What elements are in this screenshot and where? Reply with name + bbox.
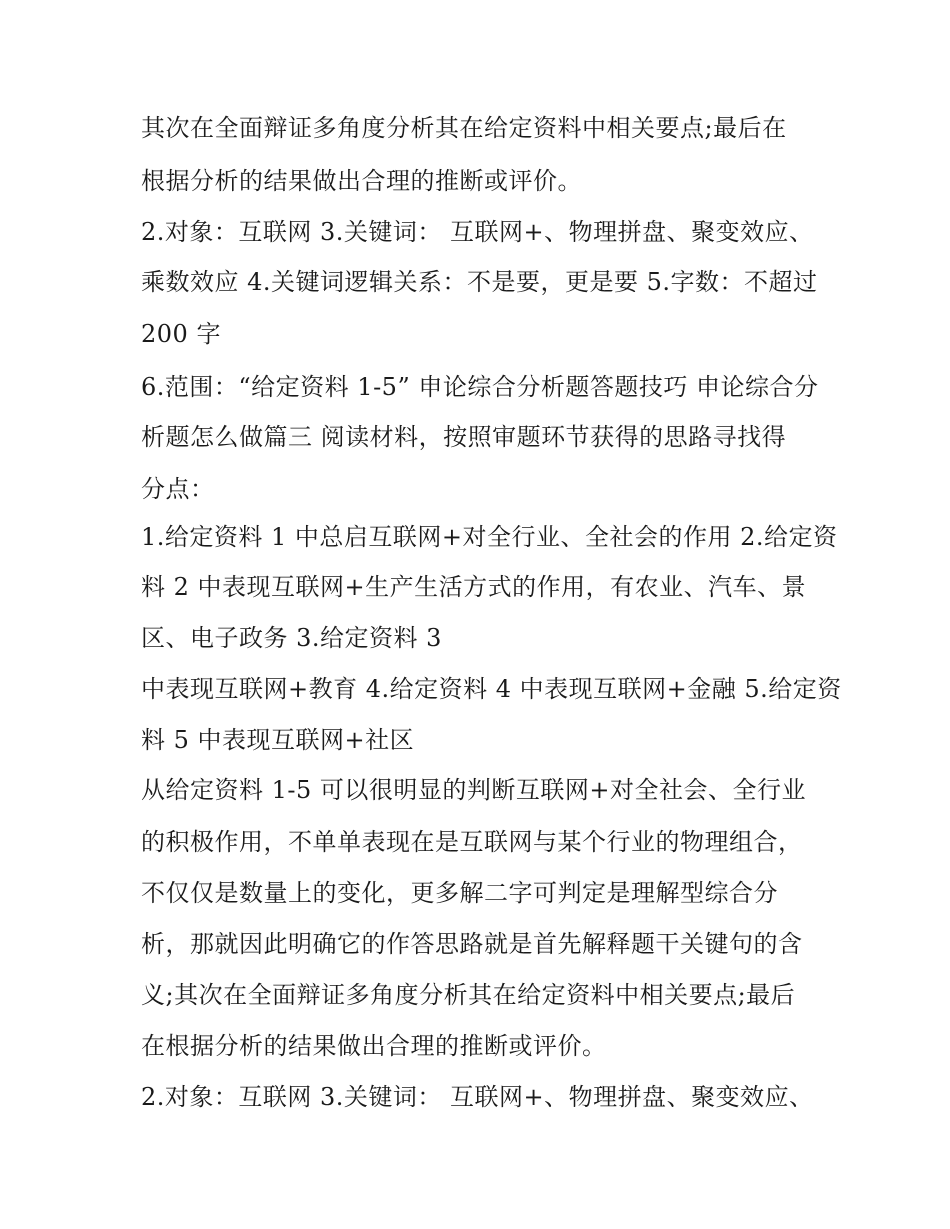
- text-line: 分点：: [141, 475, 215, 503]
- text-line: 的积极作用，不单单表现在是互联网与某个行业的物理组合，: [141, 828, 803, 856]
- text-line: 区、电子政务 3.给定资料 3: [141, 624, 442, 652]
- text-line: 析题怎么做篇三 阅读材料，按照审题环节获得的思路寻找得: [141, 423, 787, 451]
- text-line: 2.对象：互联网 3.关键词： 互联网+、物理拼盘、聚变效应、: [141, 218, 814, 246]
- text-line: 义;其次在全面辩证多角度分析其在给定资料中相关要点;最后: [141, 981, 796, 1009]
- text-line: 析，那就因此明确它的作答思路就是首先解释题干关键句的含: [141, 930, 803, 958]
- text-line: 1.给定资料 1 中总启互联网+对全行业、全社会的作用 2.给定资: [141, 523, 838, 551]
- text-line: 200 字: [141, 320, 221, 348]
- text-line: 从给定资料 1-5 可以很明显的判断互联网+对全社会、全行业: [141, 776, 807, 804]
- text-line: 在根据分析的结果做出合理的推断或评价。: [141, 1032, 607, 1060]
- text-line: 2.对象：互联网 3.关键词： 互联网+、物理拼盘、聚变效应、: [141, 1083, 814, 1111]
- text-line: 乘数效应 4.关键词逻辑关系：不是要，更是要 5.字数：不超过: [141, 268, 818, 296]
- text-line: 根据分析的结果做出合理的推断或评价。: [141, 167, 582, 195]
- text-line: 其次在全面辩证多角度分析其在给定资料中相关要点;最后在: [141, 114, 787, 142]
- text-line: 中表现互联网+教育 4.给定资料 4 中表现互联网+金融 5.给定资: [141, 675, 842, 703]
- text-line: 6.范围：“给定资料 1-5” 申论综合分析题答题技巧 申论综合分: [141, 373, 819, 401]
- text-line: 料 2 中表现互联网+生产生活方式的作用，有农业、汽车、景: [141, 573, 807, 601]
- text-line: 不仅仅是数量上的变化，更多解二字可判定是理解型综合分: [141, 879, 778, 907]
- text-line: 料 5 中表现互联网+社区: [141, 726, 415, 754]
